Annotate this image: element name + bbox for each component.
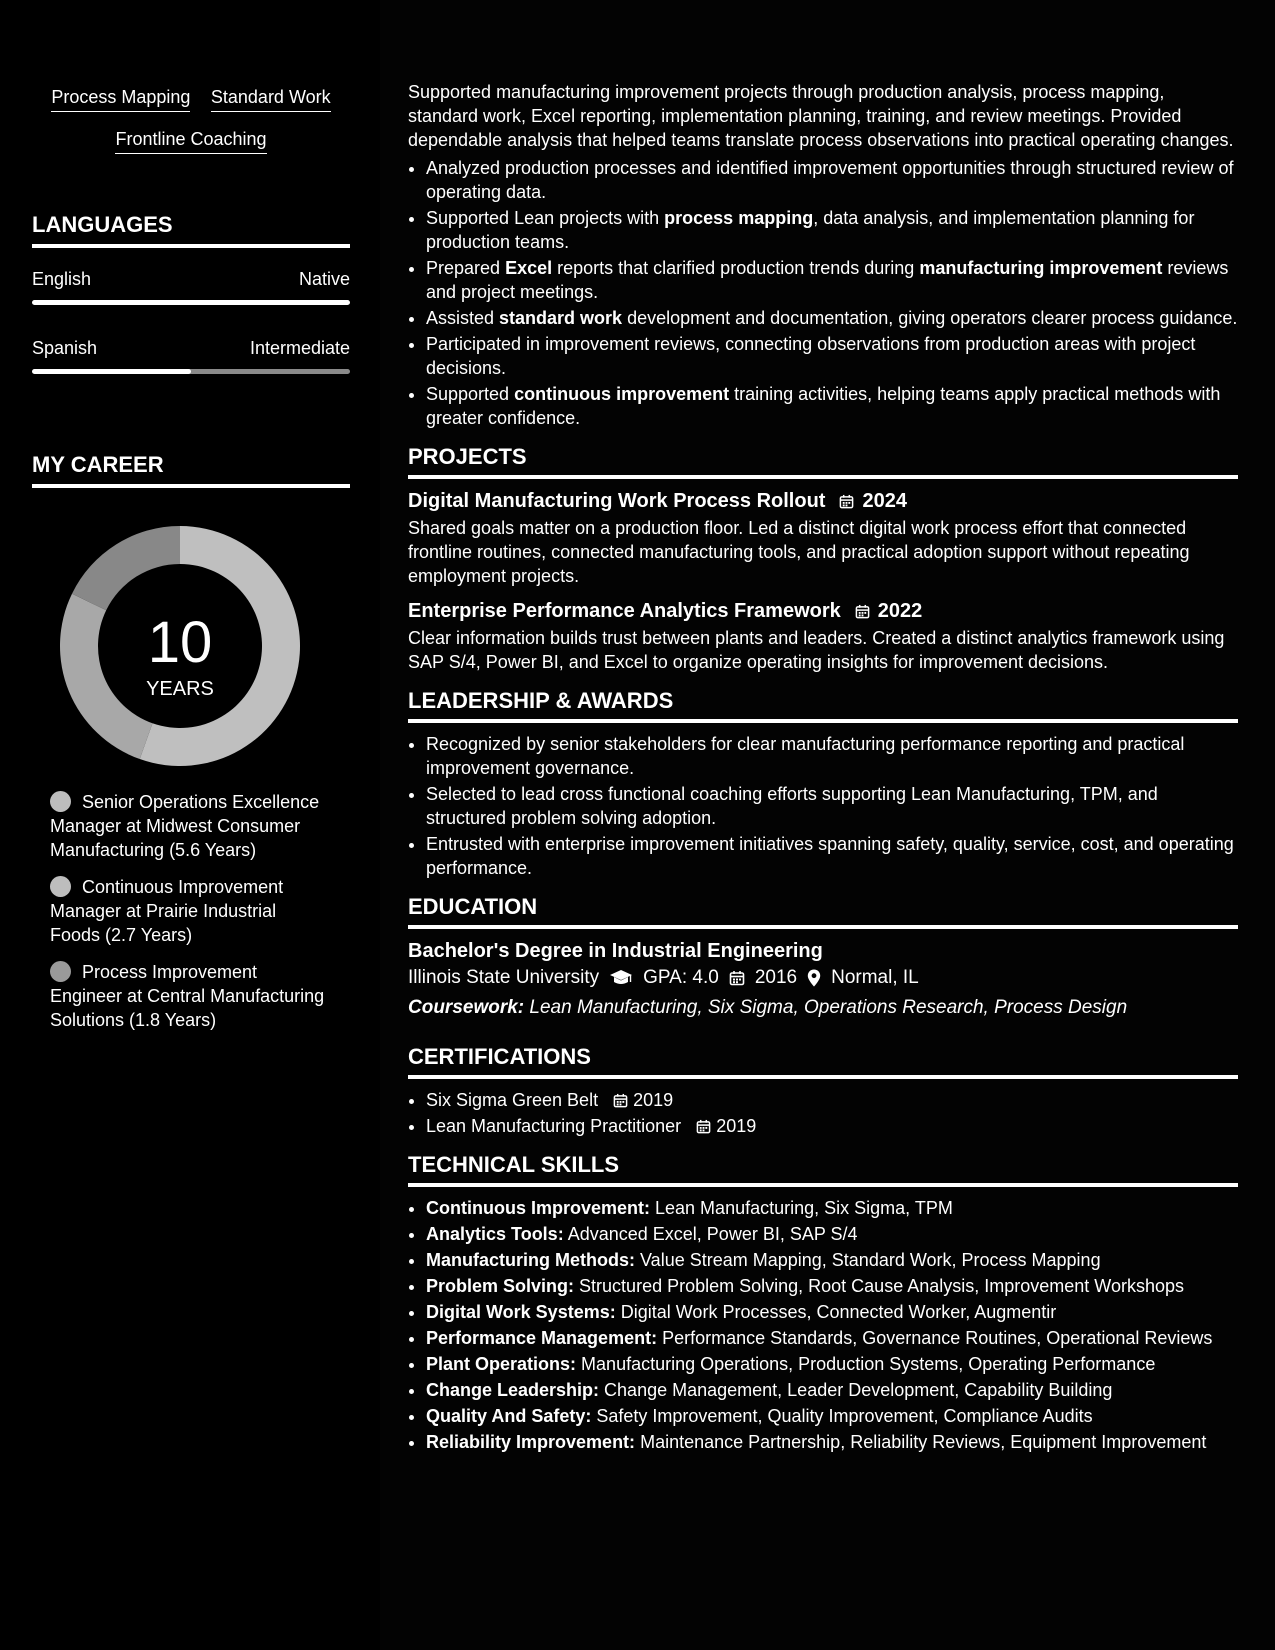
skill-item (426, 1222, 1238, 1246)
education-gpa: GPA: 4.0 (643, 967, 719, 988)
career-item: Senior Operations Excellence Manager at Midwest Consumer Manufacturing (5.6 Years) (50, 792, 320, 860)
project-title: Enterprise Performance Analytics Framework (408, 600, 841, 622)
skill-value: Lean Manufacturing, Six Sigma, TPM (655, 1198, 953, 1218)
project-description: Shared goals matter on a production floor. Led a distinct digital work process effort that connected frontline routines, connected manufacturing tools, and practical adoption support without repeating employment projects. (408, 518, 1190, 586)
language-spanish (32, 337, 350, 374)
skill-item (426, 1248, 1238, 1272)
certification-year: 2019 (633, 1090, 674, 1110)
education-heading: EDUCATION (408, 894, 1238, 929)
calendar-icon (696, 1119, 711, 1134)
bullet-text: Analyzed production processes and identified improvement opportunities through structured review of operating data. (426, 158, 1234, 202)
project-description: Clear information builds trust between plants and leaders. Created a distinct analytics framework using SAP S/4, Power BI, and Excel to organize operating insights for improvement decisions. (408, 628, 1225, 672)
education-coursework (408, 994, 1238, 1022)
skill-tags (32, 86, 350, 170)
project-year: 2022 (877, 600, 923, 622)
leadership-item: • Recognized by senior stakeholders for clear manufacturing performance reporting and practical improvement governance. (426, 732, 1238, 780)
career-item: Continuous Improvement Manager at Prairie Industrial Foods (2.7 Years) (50, 877, 284, 945)
bullet-text: development and documentation, giving operators clearer process guidance. (622, 308, 1238, 328)
skill-label: Manufacturing Methods: (426, 1250, 635, 1270)
leadership-heading: LEADERSHIP & AWARDS (408, 688, 1238, 723)
skill-value: Value Stream Mapping, Standard Work, Process Mapping (640, 1250, 1101, 1270)
career-years-label: YEARS (146, 678, 214, 700)
bullet-text: reports that clarified production trends during (552, 258, 920, 278)
skill-item (426, 1378, 1238, 1402)
bullet-emphasis: continuous improvement (514, 384, 730, 404)
project-item (408, 488, 1238, 588)
calendar-icon (613, 1093, 628, 1108)
career-heading: MY CAREER (32, 452, 350, 488)
graduation-cap-icon (609, 969, 633, 987)
experience-bullet (426, 256, 1238, 304)
calendar-icon (839, 494, 854, 509)
languages-heading: LANGUAGES (32, 212, 350, 248)
experience-bullet (426, 206, 1238, 254)
language-level: Intermediate (249, 338, 350, 358)
experience-bullet (426, 332, 1238, 380)
skill-value: Change Management, Leader Development, Capability Building (604, 1380, 1113, 1400)
skill-value: Advanced Excel, Power BI, SAP S/4 (567, 1224, 858, 1244)
skill-value: Manufacturing Operations, Production Systems, Operating Performance (581, 1354, 1156, 1374)
language-name: Spanish (32, 338, 98, 358)
skill-label: Reliability Improvement: (426, 1432, 636, 1452)
experience-bullet (426, 156, 1238, 204)
language-proficiency-bar (32, 369, 350, 374)
experience-summary: Supported manufacturing improvement projects through production analysis, process mapping, standard work, Excel reporting, implementation planning, training, and review meetings. Provided dependable analysis that helped teams translate process observations into practical operating changes. (408, 82, 1234, 150)
bullet-text: Assisted (426, 308, 500, 328)
skill-label: Digital Work Systems: (426, 1302, 616, 1322)
certification-item (426, 1114, 1238, 1138)
project-item (408, 598, 1238, 674)
technical-skills-heading: TECHNICAL SKILLS (408, 1152, 1238, 1187)
skill-item (426, 1300, 1238, 1324)
calendar-icon (855, 604, 870, 619)
bullet-emphasis: manufacturing improvement (919, 258, 1163, 278)
skill-label: Problem Solving: (426, 1276, 575, 1296)
coursework-list: Lean Manufacturing, Six Sigma, Operations Research, Process Design (529, 997, 1128, 1018)
experience-bullet (426, 382, 1238, 430)
certification-item (426, 1088, 1238, 1112)
coursework-label: Coursework: (408, 997, 525, 1018)
certifications-list (408, 1088, 1238, 1138)
skill-value: Structured Problem Solving, Root Cause Analysis, Improvement Workshops (579, 1276, 1184, 1296)
bullet-emphasis: Excel (505, 258, 553, 278)
certification-year: 2019 (716, 1116, 757, 1136)
skill-item (426, 1404, 1238, 1428)
sidebar (0, 0, 380, 1650)
bullet-text: Supported Lean projects with (426, 208, 665, 228)
project-title: Digital Manufacturing Work Process Rollout (408, 490, 826, 512)
skill-label: Analytics Tools: (426, 1224, 564, 1244)
education-details (408, 964, 1238, 992)
career-list (50, 790, 330, 1045)
skill-tag: Process Mapping (51, 86, 190, 112)
language-proficiency-fill (32, 369, 191, 374)
language-name: English (32, 269, 92, 289)
project-year: 2024 (862, 490, 907, 512)
certification-name: Six Sigma Green Belt (426, 1090, 599, 1110)
bullet-dot-icon (50, 876, 71, 897)
career-item: Process Improvement Engineer at Central Manufacturing Solutions (1.8 Years) (50, 962, 325, 1030)
calendar-icon (729, 970, 745, 986)
bullet-emphasis: process mapping (664, 208, 814, 228)
skill-tag: Standard Work (211, 86, 331, 112)
skill-label: Change Leadership: (426, 1380, 600, 1400)
projects-heading: PROJECTS (408, 444, 1238, 479)
bullet-text: training activities, helping teams apply practical methods with greater confidence. (426, 384, 1221, 428)
main-content (380, 0, 1275, 1650)
skill-item (426, 1274, 1238, 1298)
bullet-text: Prepared (426, 258, 506, 278)
bullet-text: reviews and project meetings. (426, 258, 1229, 302)
experience-bullets (408, 156, 1238, 430)
bullet-text: , data analysis, and implementation planning for production teams. (426, 208, 1195, 252)
education-year: 2016 (754, 967, 798, 988)
leadership-item: • Entrusted with enterprise improvement initiatives spanning safety, quality, service, cost, and operating performance. (426, 832, 1238, 880)
education-school: Illinois State University (408, 967, 600, 988)
certification-name: Lean Manufacturing Practitioner (426, 1116, 682, 1136)
education-degree: Bachelor's Degree in Industrial Engineering (408, 940, 823, 962)
skill-item (426, 1430, 1238, 1454)
location-pin-icon (807, 969, 821, 987)
leadership-list (408, 732, 1238, 880)
experience-bullet (426, 306, 1238, 330)
bullet-dot-icon (50, 961, 71, 982)
skill-item (426, 1326, 1238, 1350)
certifications-heading: CERTIFICATIONS (408, 1044, 1238, 1079)
language-proficiency-fill (32, 300, 350, 305)
bullet-emphasis: standard work (499, 308, 623, 328)
bullet-dot-icon (50, 791, 71, 812)
leadership-item: • Selected to lead cross functional coaching efforts supporting Lean Manufacturing, TPM, and structured problem solving adoption. (426, 782, 1238, 830)
skill-item (426, 1352, 1238, 1376)
education-location: Normal, IL (831, 967, 919, 988)
skill-value: Safety Improvement, Quality Improvement, Compliance Audits (596, 1406, 1093, 1426)
skill-item (426, 1196, 1238, 1220)
language-english (32, 268, 350, 305)
skill-label: Plant Operations: (426, 1354, 577, 1374)
skill-value: Maintenance Partnership, Reliability Reviews, Equipment Improvement (640, 1432, 1207, 1452)
language-level: Native (298, 269, 350, 289)
language-proficiency-bar (32, 300, 350, 305)
skill-label: Quality And Safety: (426, 1406, 592, 1426)
career-donut-segment (60, 594, 152, 759)
skill-tag: Frontline Coaching (115, 128, 266, 154)
skill-value: Performance Standards, Governance Routines, Operational Reviews (662, 1328, 1213, 1348)
skill-label: Continuous Improvement: (426, 1198, 650, 1218)
technical-skills-list (408, 1196, 1238, 1454)
bullet-text: Supported (426, 384, 515, 404)
bullet-text: Participated in improvement reviews, connecting observations from production areas with project decisions. (426, 334, 1196, 378)
career-donut-segment (72, 526, 180, 610)
skill-label: Performance Management: (426, 1328, 658, 1348)
career-donut-chart (60, 526, 300, 766)
skill-value: Digital Work Processes, Connected Worker, Augmentir (620, 1302, 1057, 1322)
career-years-number: 10 (147, 610, 213, 675)
